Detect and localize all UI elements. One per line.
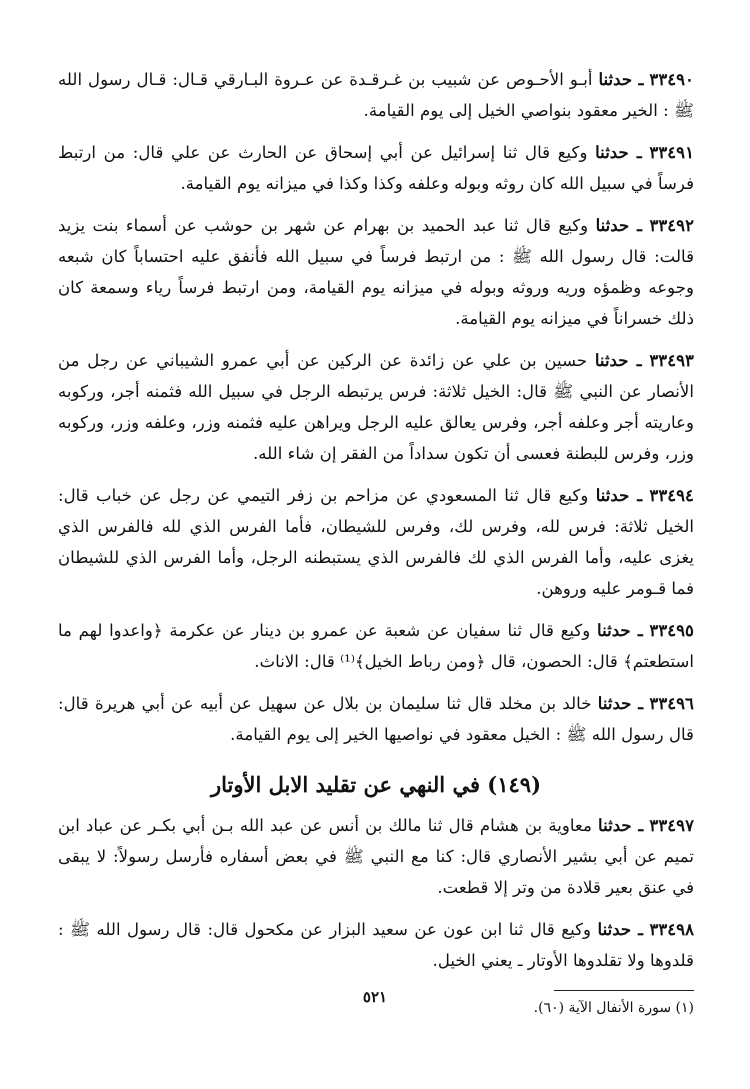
hadith-paragraph: [58, 137, 694, 199]
hadith-number: ٣٣٤٩٣: [649, 350, 694, 370]
hadith-number: ٣٣٤٩٢: [649, 215, 695, 235]
hadith-text: حسين بن علي عن زائدة عن الركين عن أبي عمرو الشيباني عن رجل من الأنصار عن النبي ﷺ قال: الخيل ثلاثة: فرس يرتبطه الرجل في سبيل الله فثمنه أجر، وركوبه وعاريته أجر وعلفه أجر، وفرس يعالق عليه الرجل ويراهن عليه فثمنه وزر، وعلفه وزر، وركوبه وزر، وفرس للبطنة فعسى أن تكون سداداً من الفقر إن شاء الله.: [58, 351, 694, 463]
hadith-number: ٣٣٤٩٧: [649, 815, 694, 835]
hadith-number: ٣٣٤٩٠: [649, 69, 694, 89]
hadith-paragraph: [58, 688, 694, 750]
hadith-text: خالد بن مخلد قال ثنا سليمان بن بلال عن سهيل عن أبيه عن أبي هريرة قال: قال رسول الله ﷺ : الخيل معقود في نواصيها الخير إلى يوم القيامة.: [58, 694, 694, 744]
hadith-paragraph: [58, 480, 694, 604]
chapter-heading: (١٤٩) في النهي عن تقليد الابل الأوتار: [210, 772, 542, 797]
hadith-paragraph: [58, 615, 694, 677]
hadith-number: ٣٣٤٩٤: [649, 485, 694, 505]
hadith-lead: ـ حدثنا: [595, 215, 643, 235]
footnote: (١) سورة الأنفال الآية (٦٠).: [533, 1000, 694, 1016]
hadith-paragraph: [58, 810, 694, 903]
hadith-lead: ـ حدثنا: [597, 693, 644, 713]
hadith-lead: ـ حدثنا: [598, 69, 644, 89]
hadith-text: وكيع قال ثنا ابن عون عن سعيد البزار عن مكحول قال: قال رسول الله ﷺ : قلدوها ولا تقلدوها الأوتار ـ يعني الخيل.: [58, 920, 694, 970]
hadith-number: ٣٣٤٩١: [649, 142, 694, 162]
hadith-list: [58, 64, 694, 750]
hadith-lead: ـ حدثنا: [598, 815, 644, 835]
hadith-number: ٣٣٤٩٥: [649, 620, 694, 640]
hadith-number: ٣٣٤٩٨: [649, 919, 695, 939]
hadith-number: ٣٣٤٩٦: [649, 693, 694, 713]
hadith-lead: ـ حدثنا: [595, 142, 642, 162]
hadith-paragraph: [58, 914, 694, 976]
hadith-paragraph: [58, 64, 694, 126]
hadith-text: أبـو الأحـوص عن شبيب بن غـرقـدة عن عـروة البـارقي قـال: قـال رسول الله ﷺ : الخير معقود بنواصي الخيل إلى يوم القيامة.: [58, 70, 694, 120]
hadith-text: وكيع قال ثنا عبد الحميد بن بهرام عن شهر بن حوشب عن أسماء بنت يزيد قالت: قال رسول الله ﷺ : من ارتبط فرساً في سبيل الله فأنفق عليه احتساباً كان شبعه وجوعه وظمؤه وريه وروثه وبوله في ميزانه يوم القيامة، ومن ارتبط فرساً رياء وسمعة كان ذلك خسراناً في ميزانه يوم القيامة.: [58, 216, 694, 328]
hadith-text: وكيع قال ثنا إسرائيل عن أبي إسحاق عن الحارث عن علي قال: من ارتبط فرساً في سبيل الله كان روثه وبوله وعلفه وكذا وكذا في ميزانه يوم القيامة.: [58, 143, 694, 193]
hadith-lead: ـ حدثنا: [595, 485, 643, 505]
page-number: ٥٢١: [362, 988, 388, 1006]
hadith-lead: ـ حدثنا: [597, 919, 643, 939]
hadith-text: وكيع قال ثنا سفيان عن شعبة عن عمرو بن دينار عن عكرمة ﴿واعدوا لهم ما استطعتم﴾ قال: الحصون، قال ﴿ومن رباط الخيل﴾⁽¹⁾ قال: الاناث.: [58, 621, 694, 671]
chapter-hadith-list: [58, 810, 694, 976]
hadith-text: معاوية بن هشام قال ثنا مالك بن أنس عن عبد الله بـن أبي بكـر عن عباد ابن تميم عن أبي بشير الأنصاري قال: كنا مع النبي ﷺ في بعض أسفاره فأرسل رسولاً: لا يبقى في عنق بعير قلادة من وتر إلا قطعت.: [58, 816, 694, 897]
hadith-paragraph: [58, 345, 694, 469]
hadith-paragraph: [58, 210, 694, 334]
hadith-lead: ـ حدثنا: [597, 620, 643, 640]
hadith-text: وكيع قال ثنا المسعودي عن مزاحم بن زفر التيمي عن رجل عن خباب قال: الخيل ثلاثة: فرس لله، وفرس لك، وفرس للشيطان، فأما الفرس الذي لله فالفرس الذي يغزى عليه، وأما الفرس الذي لك فالفرس الذي يستبطنه الرجل، وأما الفرس الذي للشيطان فما قـومر عليه وروهن.: [58, 486, 694, 598]
hadith-lead: ـ حدثنا: [594, 350, 642, 370]
